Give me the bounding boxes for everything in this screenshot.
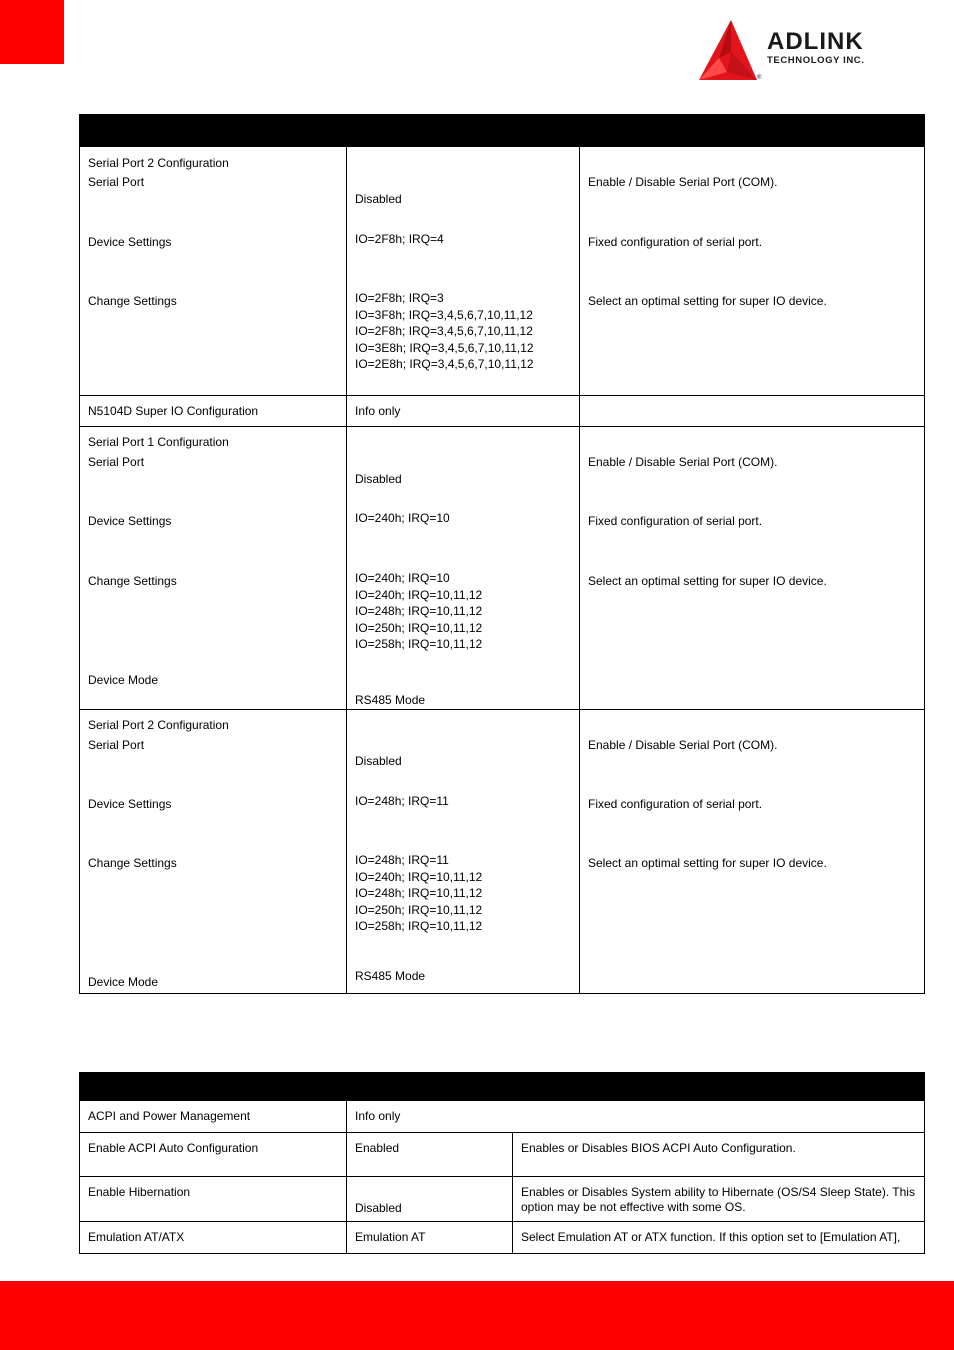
serial-port-label: Serial Port bbox=[88, 738, 145, 752]
hibernation-desc-line: option may be not effective with some OS. bbox=[521, 1200, 746, 1214]
serial-port-desc: Enable / Disable Serial Port (COM). bbox=[588, 175, 778, 189]
adlink-logo bbox=[697, 18, 912, 84]
change-settings-option: IO=240h; IRQ=10 bbox=[355, 571, 450, 585]
device-settings-value: IO=248h; IRQ=11 bbox=[355, 794, 449, 808]
device-settings-desc: Fixed configuration of serial port. bbox=[588, 514, 763, 528]
change-settings-option: IO=258h; IRQ=10,11,12 bbox=[355, 637, 483, 651]
emulation-value: Emulation AT bbox=[347, 1222, 513, 1254]
table-row bbox=[80, 1133, 925, 1177]
serial-port-desc: Enable / Disable Serial Port (COM). bbox=[588, 455, 778, 469]
emulation-desc: Select Emulation AT or ATX function. If this option set to [Emulation AT], bbox=[513, 1222, 925, 1254]
change-settings-option: IO=250h; IRQ=10,11,12 bbox=[355, 902, 483, 917]
serial-port-desc: Enable / Disable Serial Port (COM). bbox=[588, 738, 778, 752]
serial-port-value: Disabled bbox=[355, 472, 402, 486]
change-settings-option: IO=250h; IRQ=10,11,12 bbox=[355, 620, 483, 635]
setting-descriptions-cell bbox=[580, 427, 925, 710]
serial-port-label: Serial Port bbox=[88, 175, 145, 189]
table-row bbox=[80, 710, 925, 994]
change-settings-option: IO=3E8h; IRQ=3,4,5,6,7,10,11,12 bbox=[355, 340, 534, 355]
table-row bbox=[80, 427, 925, 710]
serial-port-label: Serial Port bbox=[88, 455, 145, 469]
table-row bbox=[80, 1177, 925, 1222]
setting-labels-cell bbox=[80, 710, 347, 994]
table-header-bar bbox=[80, 115, 925, 147]
setting-values-cell bbox=[347, 147, 580, 396]
change-settings-option: IO=248h; IRQ=10,11,12 bbox=[355, 604, 483, 618]
section-title: Serial Port 1 Configuration bbox=[88, 435, 229, 449]
device-mode-value: RS485 Mode bbox=[355, 693, 426, 707]
hibernation-value: Disabled bbox=[355, 1201, 402, 1215]
device-settings-label: Device Settings bbox=[88, 235, 172, 249]
device-mode-label: Device Mode bbox=[88, 673, 159, 687]
acpi-value: Info only bbox=[347, 1101, 925, 1133]
change-settings-label: Change Settings bbox=[88, 856, 177, 870]
change-settings-option: IO=240h; IRQ=10,11,12 bbox=[355, 587, 483, 602]
serial-port-table bbox=[79, 114, 925, 994]
section-title: Serial Port 2 Configuration bbox=[88, 718, 229, 732]
table-row bbox=[80, 147, 925, 396]
acpi-auto-config-desc: Enables or Disables BIOS ACPI Auto Configuration. bbox=[513, 1133, 925, 1177]
change-settings-option: IO=258h; IRQ=10,11,12 bbox=[355, 919, 483, 933]
serial-port-value: Disabled bbox=[355, 754, 402, 768]
brand-name: ADLINK bbox=[767, 28, 864, 55]
change-settings-option: IO=2F8h; IRQ=3,4,5,6,7,10,11,12 bbox=[355, 324, 533, 338]
table-row bbox=[80, 1222, 925, 1254]
hibernation-desc-cell bbox=[513, 1177, 925, 1222]
hibernation-value-cell bbox=[347, 1177, 513, 1222]
setting-labels-cell bbox=[80, 147, 347, 396]
change-settings-label: Change Settings bbox=[88, 294, 177, 308]
device-mode-label: Device Mode bbox=[88, 975, 159, 989]
super-io-desc bbox=[580, 396, 925, 427]
setting-descriptions-cell bbox=[580, 147, 925, 396]
device-mode-value: RS485 Mode bbox=[355, 969, 426, 983]
setting-values-cell bbox=[347, 710, 580, 994]
table-header-bar bbox=[80, 1073, 925, 1101]
device-settings-label: Device Settings bbox=[88, 514, 172, 528]
table-row bbox=[80, 1101, 925, 1133]
footer-band bbox=[0, 1281, 954, 1350]
adlink-triangle-icon bbox=[697, 18, 761, 82]
change-settings-label: Change Settings bbox=[88, 574, 177, 588]
change-settings-option: IO=2F8h; IRQ=3 bbox=[355, 291, 444, 305]
setting-descriptions-cell bbox=[580, 710, 925, 994]
super-io-label: N5104D Super IO Configuration bbox=[80, 396, 347, 427]
device-settings-desc: Fixed configuration of serial port. bbox=[588, 797, 763, 811]
acpi-label: ACPI and Power Management bbox=[80, 1101, 347, 1133]
table-row bbox=[80, 396, 925, 427]
change-settings-option: IO=240h; IRQ=10,11,12 bbox=[355, 869, 483, 884]
change-settings-desc: Select an optimal setting for super IO device. bbox=[588, 856, 827, 870]
change-settings-option: IO=248h; IRQ=11 bbox=[355, 853, 449, 867]
section-title: Serial Port 2 Configuration bbox=[88, 156, 229, 170]
device-settings-value: IO=2F8h; IRQ=4 bbox=[355, 232, 444, 246]
setting-labels-cell bbox=[80, 427, 347, 710]
acpi-table bbox=[79, 1072, 925, 1254]
change-settings-desc: Select an optimal setting for super IO device. bbox=[588, 574, 827, 588]
hibernation-label: Enable Hibernation bbox=[88, 1185, 191, 1199]
acpi-auto-config-value: Enabled bbox=[347, 1133, 513, 1177]
change-settings-option: IO=3F8h; IRQ=3,4,5,6,7,10,11,12 bbox=[355, 307, 533, 322]
setting-values-cell bbox=[347, 427, 580, 710]
change-settings-option: IO=2E8h; IRQ=3,4,5,6,7,10,11,12 bbox=[355, 357, 534, 371]
serial-port-value: Disabled bbox=[355, 192, 402, 206]
device-settings-value: IO=240h; IRQ=10 bbox=[355, 511, 450, 525]
acpi-auto-config-label: Enable ACPI Auto Configuration bbox=[80, 1133, 347, 1177]
device-settings-label: Device Settings bbox=[88, 797, 172, 811]
change-settings-desc: Select an optimal setting for super IO device. bbox=[588, 294, 827, 308]
device-settings-desc: Fixed configuration of serial port. bbox=[588, 235, 763, 249]
registered-mark: ® bbox=[757, 75, 762, 81]
hibernation-label-cell bbox=[80, 1177, 347, 1222]
hibernation-desc-line: Enables or Disables System ability to Hibernate (OS/S4 Sleep State). This bbox=[521, 1185, 915, 1199]
brand-tagline: TECHNOLOGY INC. bbox=[767, 55, 865, 66]
change-settings-option: IO=248h; IRQ=10,11,12 bbox=[355, 886, 483, 900]
emulation-label: Emulation AT/ATX bbox=[80, 1222, 347, 1254]
corner-marker bbox=[0, 0, 64, 64]
super-io-value: Info only bbox=[347, 396, 580, 427]
